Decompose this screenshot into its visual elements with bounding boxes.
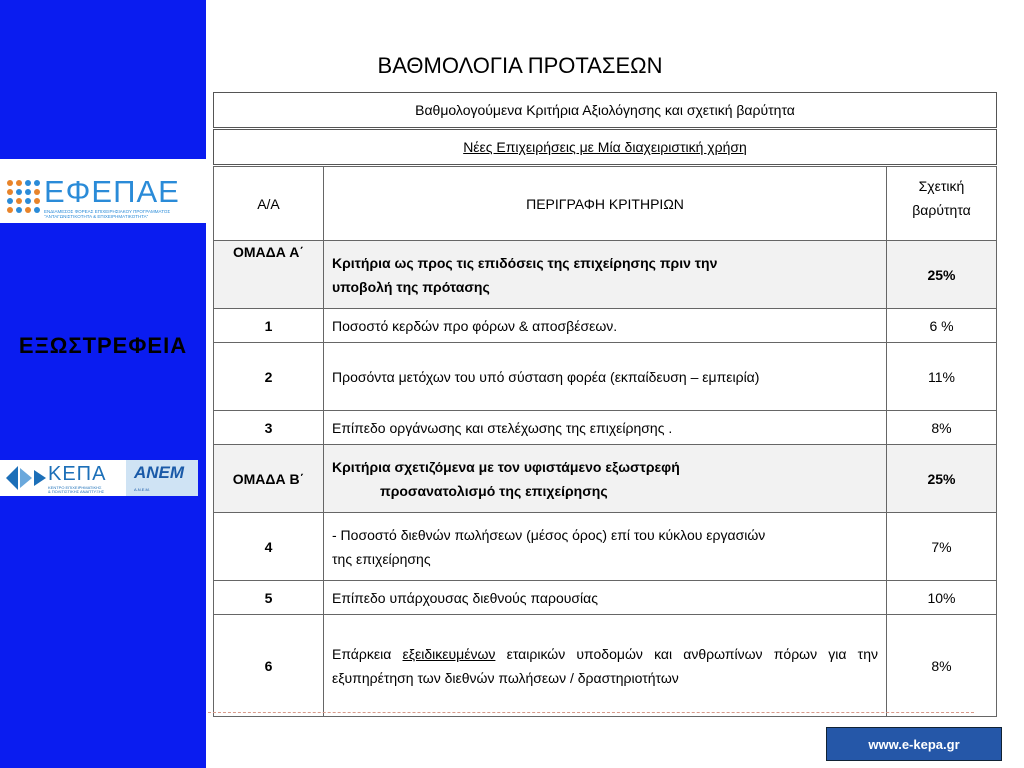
efepae-subtitle-line2: "ΑΝΤΑΓΩΝΙΣΤΙΚΟΤΗΤΑ & ΕΠΙΧΕΙΡΗΜΑΤΙΚΟΤΗΤΑ": [44, 214, 149, 219]
row-2-desc: Προσόντα μετόχων του υπό σύσταση φορέα (εκπαίδευση – εμπειρία): [324, 343, 887, 411]
table-row: [214, 615, 997, 717]
brand-text: ΕΞΩΣΤΡΕΦΕΙΑ: [18, 333, 188, 358]
kepa-logo-subtitle: [48, 486, 104, 494]
group-b-row: [214, 445, 997, 513]
group-b-weight: 25%: [887, 445, 997, 513]
row-4-desc: [324, 513, 887, 581]
row-6-weight: 8%: [887, 615, 997, 717]
row-4-num: 4: [214, 513, 324, 581]
row-4-desc-line1: - Ποσοστό διεθνών πωλήσεων (μέσος όρος) επί του κύκλου εργασιών: [332, 526, 766, 543]
dashed-divider: [208, 712, 974, 713]
row-3-desc: Επίπεδο οργάνωσης και στελέχωσης της επιχείρησης .: [324, 411, 887, 445]
table-header-row: [214, 167, 997, 241]
banner-new-businesses-text: Νέες Επιχειρήσεις με Μία διαχειριστική χρήση: [463, 139, 747, 155]
table-row: [214, 411, 997, 445]
row-6-desc: [324, 615, 887, 717]
group-a-desc: [324, 241, 887, 309]
group-a-weight: 25%: [887, 241, 997, 309]
row-3-weight: 8%: [887, 411, 997, 445]
row-4-weight: 7%: [887, 513, 997, 581]
anem-logo-text: ΑΝΕΜ: [134, 463, 185, 482]
table-row: [214, 581, 997, 615]
table-banner-criteria: [213, 92, 997, 128]
kepa-subtitle-line2: & ΠΟΛΙΤΙΣΤΙΚΗΣ ΑΝΑΠΤΥΞΗΣ: [48, 489, 105, 494]
header-num: Α/Α: [214, 167, 324, 241]
row-5-desc: Επίπεδο υπάρχουσας διεθνούς παρουσίας: [324, 581, 887, 615]
row-1-desc: Ποσοστό κερδών προ φόρων & αποσβέσεων.: [324, 309, 887, 343]
row-5-weight: 10%: [887, 581, 997, 615]
group-b-desc: [324, 445, 887, 513]
efepae-logo-text: ΕΦΕΠΑΕ: [44, 174, 180, 209]
table-banner-new-businesses: [213, 129, 997, 165]
row-2-weight: 11%: [887, 343, 997, 411]
anem-logo: [126, 460, 198, 496]
banner-criteria-text: Βαθμολογούμενα Κριτήρια Αξιολόγησης και σχετική βαρύτητα: [415, 102, 795, 118]
header-weight-line2: βαρύτητα: [912, 202, 971, 218]
header-weight-line1: Σχετική: [918, 178, 965, 194]
kepa-subtitle-line1: ΚΕΝΤΡΟ ΕΠΙΧΕΙΡΗΜΑΤΙΚΗΣ: [48, 485, 102, 490]
efepae-logo-subtitle: [44, 209, 170, 219]
header-weight: [887, 167, 997, 241]
anem-logo-subtitle: Α.Ν.Ε.Μ.: [134, 487, 151, 492]
row-6-desc-part1: Επάρκεια: [332, 645, 403, 662]
kepa-mark-icon: [4, 464, 48, 492]
table-row: [214, 513, 997, 581]
row-3-num: 3: [214, 411, 324, 445]
row-6-desc-underlined: εξειδικευμένων: [402, 645, 496, 662]
efepae-subtitle-line1: ΕΝΔΙΑΜΕΣΟΣ ΦΟΡΕΑΣ ΕΠΙΧΕΙΡΗΣΙΑΚΟΥ ΠΡΟΓΡΑΜΜΑΤΟΣ: [44, 209, 171, 214]
sidebar: [0, 0, 206, 768]
row-6-desc-part2: εταιρικών υποδομών και ανθρωπίνων πόρων για την εξυπηρέτηση των διεθνών πωλήσεων / δραστηριοτήτων: [332, 645, 878, 686]
efepae-logo: [0, 159, 206, 223]
group-a-label: ΟΜΑΔΑ Α΄: [214, 241, 324, 309]
row-2-num: 2: [214, 343, 324, 411]
header-desc: ΠΕΡΙΓΡΑΦΗ ΚΡΙΤΗΡΙΩΝ: [324, 167, 887, 241]
page-title: ΒΑΘΜΟΛΟΓΙΑ ΠΡΟΤΑΣΕΩΝ: [377, 53, 663, 78]
group-b-label: ΟΜΑΔΑ Β΄: [214, 445, 324, 513]
group-a-desc-line2: υποβολή της πρότασης: [332, 278, 490, 295]
criteria-table-container: [213, 92, 997, 717]
row-1-weight: 6 %: [887, 309, 997, 343]
group-a-desc-line1: Κριτήρια ως προς τις επιδόσεις της επιχείρησης πριν την: [332, 254, 718, 271]
table-row: [214, 343, 997, 411]
table-row: [214, 309, 997, 343]
kepa-logo-text: ΚΕΠΑ: [48, 463, 107, 485]
row-1-num: 1: [214, 309, 324, 343]
group-a-row: [214, 241, 997, 309]
partner-logos: [0, 460, 198, 496]
group-b-desc-line2: προσανατολισμό της επιχείρησης: [380, 482, 608, 499]
row-6-num: 6: [214, 615, 324, 717]
row-4-desc-line2: της επιχείρησης: [332, 550, 431, 567]
group-b-desc-line1: Κριτήρια σχετιζόμενα με τον υφιστάμενο εξωστρεφή: [332, 458, 680, 475]
criteria-table: [213, 166, 997, 717]
dots-grid-icon: [6, 179, 42, 215]
website-link[interactable]: www.e-kepa.gr: [826, 727, 1002, 761]
row-5-num: 5: [214, 581, 324, 615]
